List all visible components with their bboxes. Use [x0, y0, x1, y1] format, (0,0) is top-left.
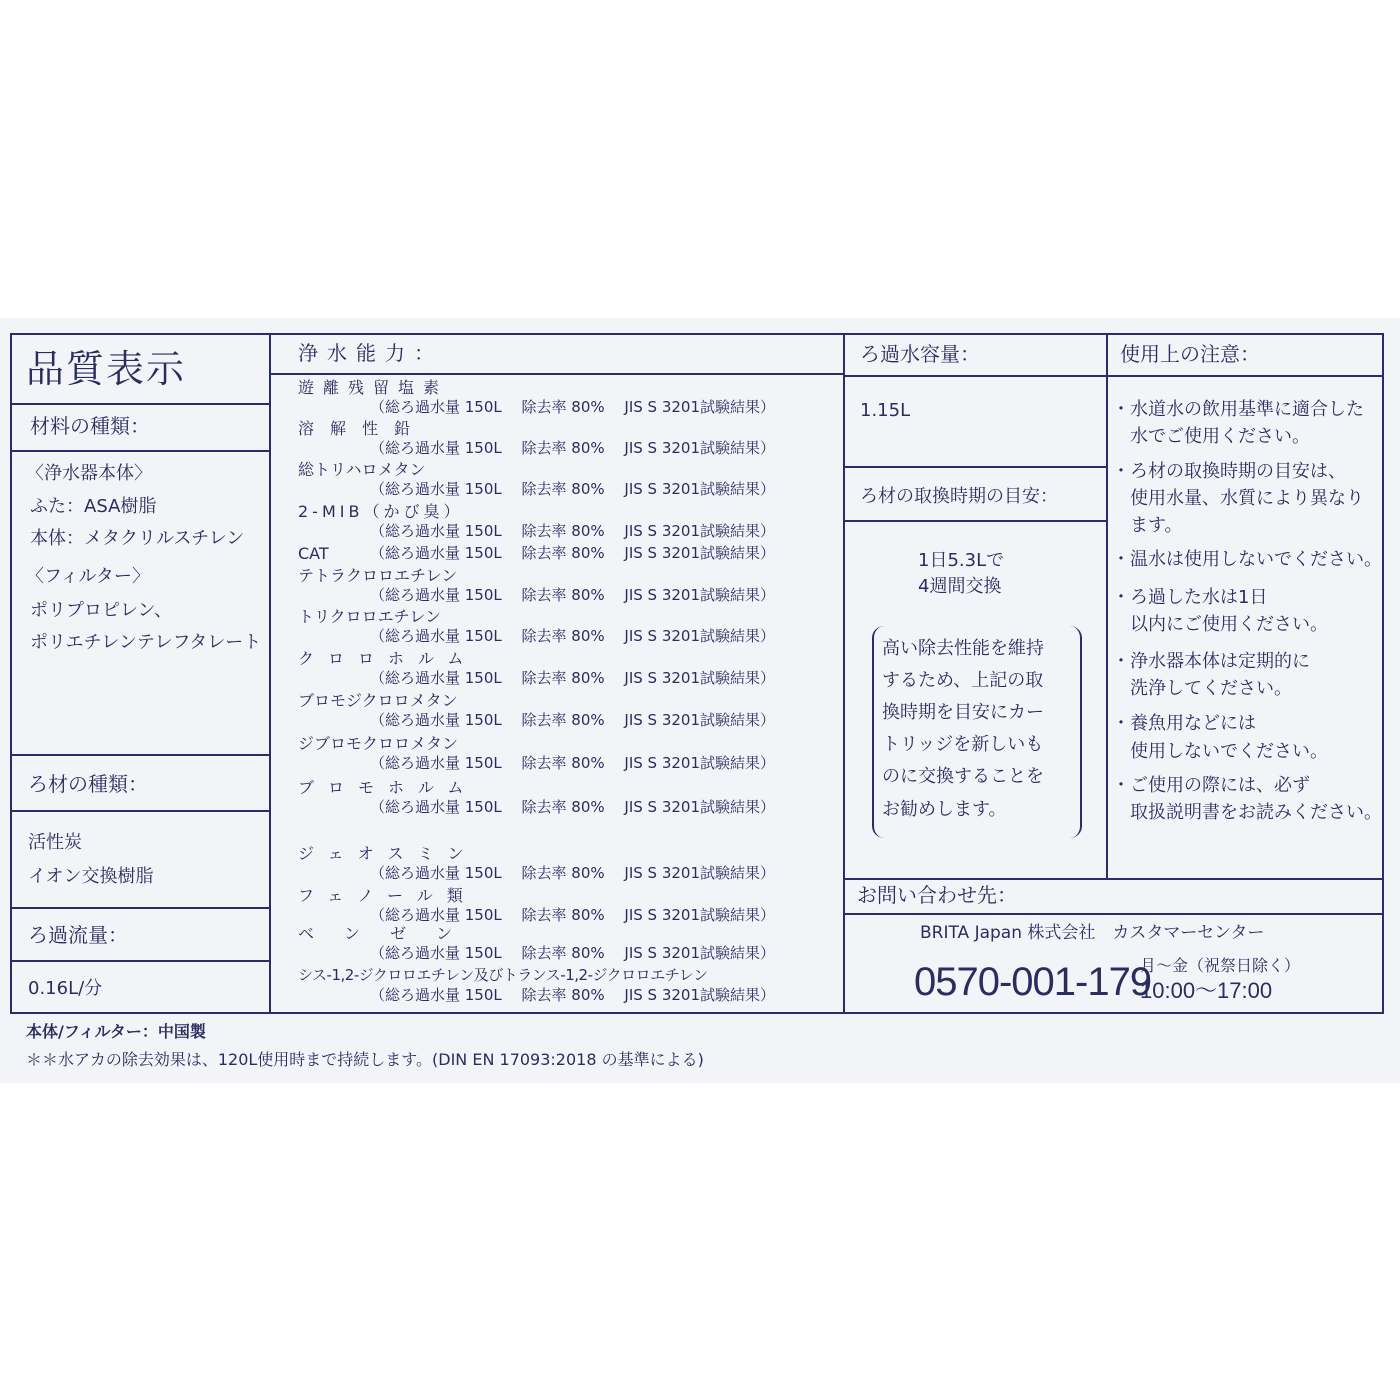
substance-name: ブロモホルム — [298, 778, 478, 797]
replacement-note-line: のに交換することを — [882, 766, 1044, 787]
contact-company: BRITA Japan 株式会社 カスタマーセンター — [920, 923, 1265, 943]
substance-name: ジェオスミン — [298, 844, 478, 863]
caution-line: ・ろ材の取換時期の目安は、 — [1112, 461, 1346, 482]
origin-label: 本体/フィルター：中国製 — [26, 1022, 206, 1041]
caution-line: 水でご使用ください。 — [1112, 426, 1310, 447]
contact-days: 月～金（祝祭日除く） — [1140, 956, 1301, 975]
materials-lid: ふた：ASA樹脂 — [30, 496, 157, 517]
test-condition: （総ろ過水量 150L 除去率 80% JIS S 3201試験結果） — [370, 522, 776, 540]
caution-line: 使用水量、水質により異なり — [1112, 488, 1364, 509]
page-title: 品質表示 — [26, 347, 187, 391]
replacement-header: ろ材の取換時期の目安： — [860, 486, 1058, 507]
replacement-note-line: するため、上記の取 — [882, 670, 1044, 691]
contact-phone: 0570-001-179 — [914, 960, 1152, 1004]
substance-name: フェノール類 — [298, 886, 477, 905]
footnote: ＊＊水アカの除去効果は、120L使用時まで持続します。(DIN EN 17093:2018 の基準による) — [26, 1050, 704, 1069]
materials-filter-1: ポリプロピレン、 — [30, 600, 173, 621]
substance-name: テトラクロロエチレン — [298, 566, 458, 585]
test-condition: （総ろ過水量 150L 除去率 80% JIS S 3201試験結果） — [370, 711, 776, 729]
flow-header: ろ過流量： — [28, 923, 128, 947]
divider — [10, 403, 271, 405]
caution-line: ・養魚用などには — [1112, 713, 1256, 734]
flow-value: 0.16L/分 — [28, 978, 103, 999]
substance-name: クロロホルム — [298, 649, 478, 668]
replacement-line-2: 4週間交換 — [918, 576, 1002, 597]
substance-name: ジブロモクロロメタン — [298, 734, 459, 753]
substance-name: シス-1,2-ジクロロエチレン及びトランス-1,2-ジクロロエチレン — [298, 966, 708, 984]
test-condition: （総ろ過水量 150L 除去率 80% JIS S 3201試験結果） — [370, 439, 776, 457]
materials-filter-2: ポリエチレンテレフタレート — [30, 632, 262, 653]
substance-name: CAT — [298, 544, 329, 563]
volume-header: ろ過水容量： — [860, 342, 980, 366]
replacement-note-line: お勧めします。 — [882, 799, 1007, 820]
caution-line: ・温水は使用しないでください。 — [1112, 549, 1382, 570]
substance-name: 総トリハロメタン — [298, 460, 426, 479]
media-header: ろ材の種類： — [28, 772, 148, 796]
substance-name: 溶 解 性 鉛 — [298, 419, 411, 438]
contact-hours: 10:00～17:00 — [1140, 978, 1273, 1003]
contact-header: お問い合わせ先： — [857, 883, 1017, 907]
caution-line: 使用しないでください。 — [1112, 741, 1328, 762]
materials-body-label: 〈浄水器本体〉 — [26, 463, 152, 484]
media-item-2: イオン交換樹脂 — [28, 866, 154, 887]
test-condition: （総ろ過水量 150L 除去率 80% JIS S 3201試験結果） — [370, 754, 776, 772]
test-condition: （総ろ過水量 150L 除去率 80% JIS S 3201試験結果） — [370, 864, 776, 882]
test-condition: （総ろ過水量 150L 除去率 80% JIS S 3201試験結果） — [370, 798, 776, 816]
caution-line: ます。 — [1112, 515, 1183, 536]
replacement-note-line: 高い除去性能を維持 — [882, 638, 1044, 659]
divider — [843, 913, 1384, 915]
materials-filter-label: 〈フィルター〉 — [26, 566, 150, 587]
substance-name: ベンゼン — [298, 924, 483, 943]
divider — [843, 375, 1108, 377]
media-item-1: 活性炭 — [28, 832, 82, 853]
test-condition: （総ろ過水量 150L 除去率 80% JIS S 3201試験結果） — [370, 398, 776, 416]
replacement-note-line: 換時期を目安にカー — [882, 702, 1044, 723]
cautions-header: 使用上の注意： — [1120, 342, 1260, 366]
divider — [10, 960, 271, 962]
replacement-note-line: トリッジを新しいも — [882, 734, 1044, 755]
caution-line: ・ご使用の際には、必ず — [1112, 775, 1310, 796]
substance-name: 遊離残留塩素 — [298, 378, 449, 397]
divider — [843, 520, 1108, 522]
caution-line: ・ろ過した水は1日 — [1112, 587, 1268, 608]
divider — [10, 450, 271, 452]
test-condition: （総ろ過水量 150L 除去率 80% JIS S 3201試験結果） — [370, 906, 776, 924]
caution-line: 洗浄してください。 — [1112, 678, 1292, 699]
test-condition: （総ろ過水量 150L 除去率 80% JIS S 3201試験結果） — [370, 944, 776, 962]
test-condition: （総ろ過水量 150L 除去率 80% JIS S 3201試験結果） — [370, 627, 776, 645]
substance-name: ブロモジクロロメタン — [298, 691, 458, 710]
test-condition: （総ろ過水量 150L 除去率 80% JIS S 3201試験結果） — [370, 544, 776, 562]
divider — [843, 466, 1108, 468]
caution-line: 以内にご使用ください。 — [1112, 614, 1328, 635]
substance-name: 2-MIB（かび臭） — [298, 502, 464, 521]
caution-line: ・浄水器本体は定期的に — [1112, 651, 1310, 672]
test-condition: （総ろ過水量 150L 除去率 80% JIS S 3201試験結果） — [370, 480, 776, 498]
divider — [10, 907, 271, 909]
caution-line: 取扱説明書をお読みください。 — [1112, 802, 1382, 823]
divider — [1106, 375, 1384, 377]
caution-line: ・水道水の飲用基準に適合した — [1112, 399, 1364, 420]
replacement-line-1: 1日5.3Lで — [918, 550, 1005, 571]
materials-body: 本体：メタクリルスチレン — [30, 528, 245, 549]
test-condition: （総ろ過水量 150L 除去率 80% JIS S 3201試験結果） — [370, 586, 776, 604]
divider — [10, 754, 271, 756]
capacity-header: 浄水能力： — [298, 341, 443, 365]
test-condition: （総ろ過水量 150L 除去率 80% JIS S 3201試験結果） — [370, 669, 776, 687]
divider — [269, 373, 845, 375]
materials-header: 材料の種類： — [30, 414, 150, 438]
substance-name: トリクロロエチレン — [298, 607, 441, 626]
test-condition: （総ろ過水量 150L 除去率 80% JIS S 3201試験結果） — [370, 986, 776, 1004]
volume-value: 1.15L — [860, 400, 911, 421]
divider — [10, 810, 271, 812]
